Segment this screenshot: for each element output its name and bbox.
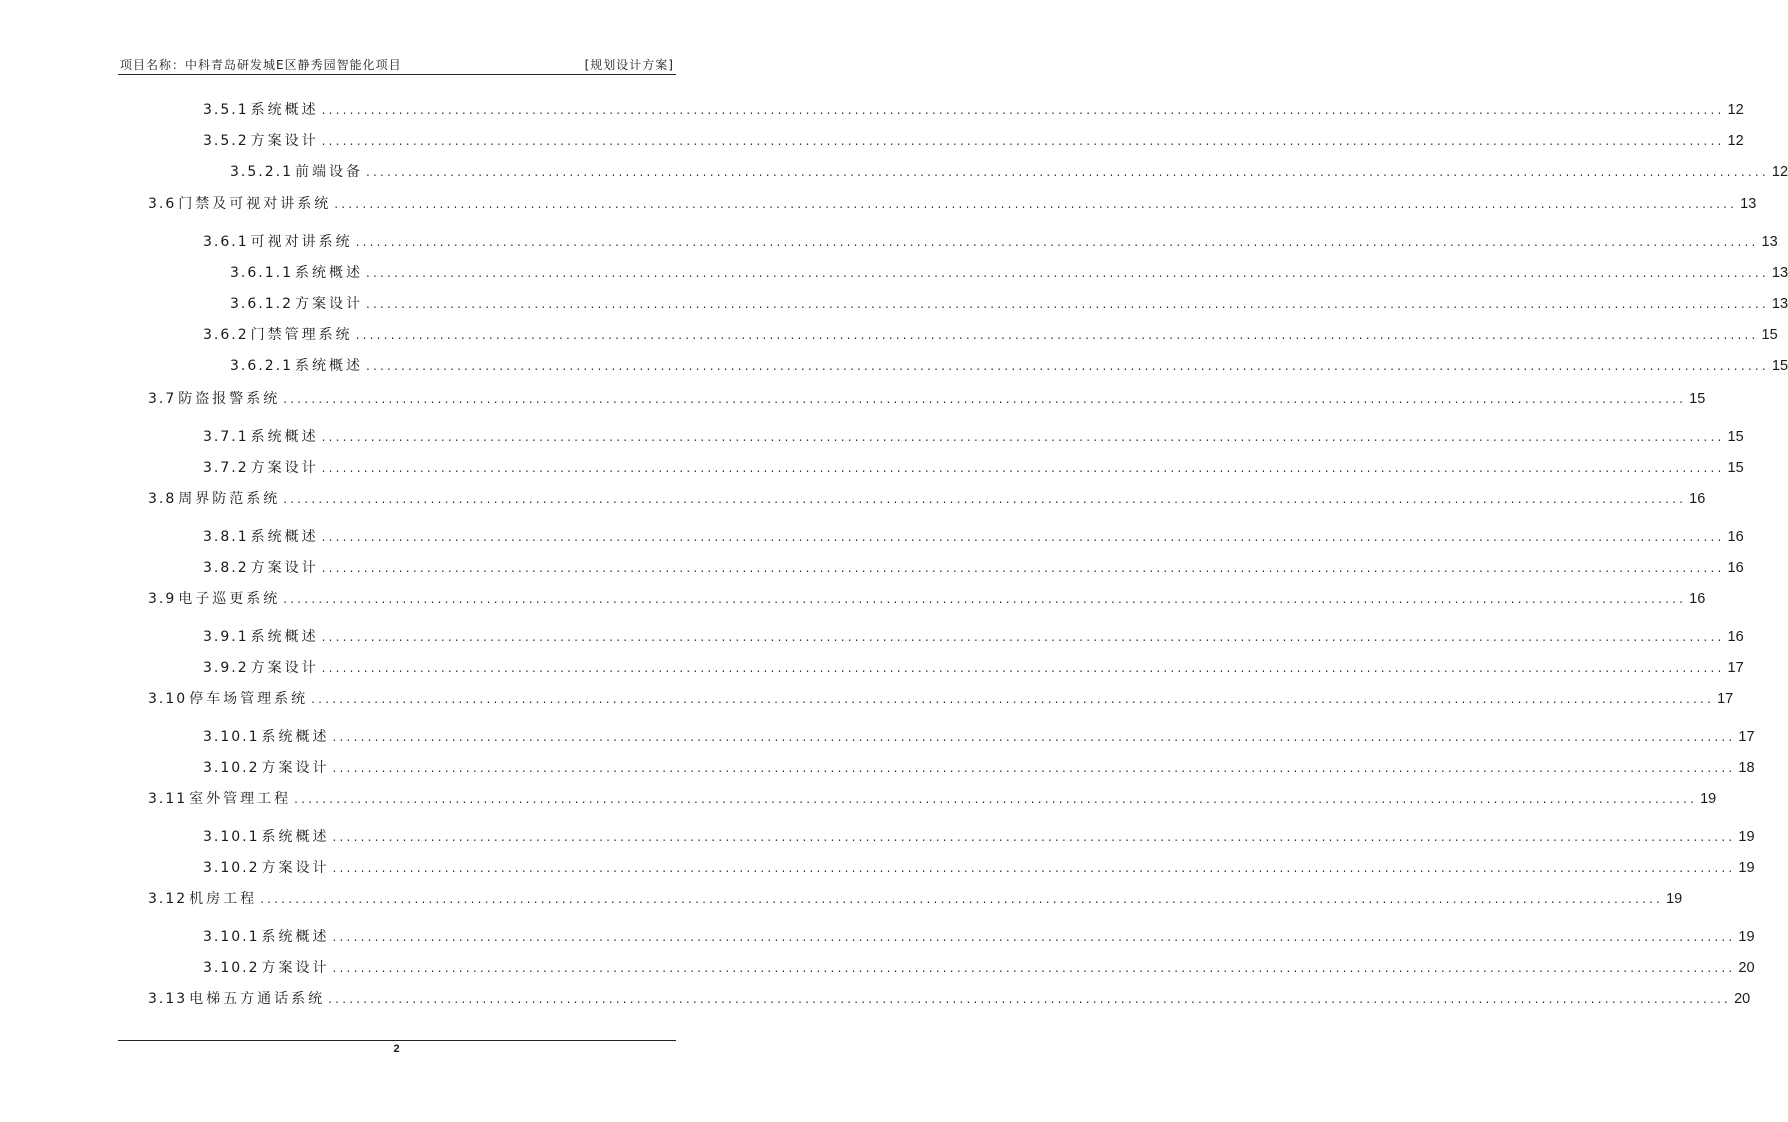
toc-entry-title: 电梯五方通话系统: [189, 991, 326, 1007]
toc-entry-number: 3.10.1: [203, 929, 260, 945]
toc-entry-page: 17: [1727, 660, 1744, 676]
toc-entry-number: 3.6.1.1: [230, 265, 293, 281]
toc-entry[interactable]: [203, 325, 1778, 345]
dot-leader: ........................................................................................................................................................................................................: [283, 392, 1687, 406]
toc-entry-title: 机房工程: [189, 891, 258, 907]
toc-entry-page: 20: [1734, 991, 1751, 1007]
dot-leader: ........................................................................................................................................................................................................: [283, 492, 1687, 506]
toc-entry-page: 17: [1717, 691, 1734, 707]
project-name: 项目名称：中科青岛研发城E区静秀园智能化项目: [120, 58, 402, 72]
dot-leader: ........................................................................................................................................................................................................: [321, 630, 1725, 644]
dot-leader: ........................................................................................................................................................................................................: [355, 328, 1759, 342]
dot-leader: ........................................................................................................................................................................................................: [294, 792, 1698, 806]
toc-entry-page: 16: [1727, 560, 1744, 576]
toc-entry-number: 3.9.1: [203, 629, 249, 645]
toc-entry-number: 3.13: [148, 991, 188, 1007]
toc-entry-page: 19: [1700, 791, 1717, 807]
toc-entry-title: 系统概述: [261, 729, 330, 745]
dot-leader: ........................................................................................................................................................................................................: [365, 165, 1769, 179]
dot-leader: ........................................................................................................................................................................................................: [332, 730, 1736, 744]
toc-entry[interactable]: [148, 389, 1706, 409]
dot-leader: ........................................................................................................................................................................................................: [332, 961, 1736, 975]
toc-entry-page: 15: [1771, 358, 1788, 374]
toc-entry-number: 3.8: [148, 491, 177, 507]
toc-entry[interactable]: [203, 827, 1755, 847]
dot-leader: ........................................................................................................................................................................................................: [260, 892, 1664, 906]
dot-leader: ........................................................................................................................................................................................................: [332, 930, 1736, 944]
document-type: [规划设计方案]: [584, 58, 674, 72]
toc-entry[interactable]: [203, 458, 1744, 478]
toc-entry[interactable]: [203, 100, 1744, 120]
page-number: 2: [393, 1043, 400, 1055]
dot-leader: ........................................................................................................................................................................................................: [321, 430, 1725, 444]
toc-entry-title: 门禁管理系统: [250, 327, 353, 343]
toc-entry[interactable]: [148, 589, 1706, 609]
dot-leader: ........................................................................................................................................................................................................: [332, 861, 1736, 875]
toc-entry-title: 方案设计: [261, 960, 330, 976]
toc-entry-page: 19: [1738, 829, 1755, 845]
toc-entry-page: 12: [1727, 102, 1744, 118]
toc-entry[interactable]: [230, 162, 1788, 182]
toc-entry-page: 18: [1738, 760, 1755, 776]
toc-entry-number: 3.8.2: [203, 560, 249, 576]
toc-entry[interactable]: [203, 758, 1755, 778]
dot-leader: ........................................................................................................................................................................................................: [283, 592, 1687, 606]
toc-entry-title: 方案设计: [261, 860, 330, 876]
toc-entry-page: 12: [1727, 133, 1744, 149]
toc-entry-number: 3.8.1: [203, 529, 249, 545]
toc-entry-page: 15: [1689, 391, 1706, 407]
toc-entry-page: 13: [1740, 196, 1757, 212]
toc-entry[interactable]: [230, 263, 1788, 283]
toc-entry-title: 方案设计: [250, 660, 319, 676]
toc-entry-title: 防盗报警系统: [178, 391, 281, 407]
toc-entry-title: 系统概述: [294, 265, 363, 281]
dot-leader: ........................................................................................................................................................................................................: [365, 359, 1769, 373]
toc-entry-number: 3.6.1: [203, 234, 249, 250]
toc-entry[interactable]: [203, 131, 1744, 151]
toc-entry-number: 3.5.2.1: [230, 164, 293, 180]
toc-entry-number: 3.12: [148, 891, 188, 907]
dot-leader: ........................................................................................................................................................................................................: [332, 830, 1736, 844]
toc-entry-number: 3.10.1: [203, 829, 260, 845]
toc-entry-title: 周界防范系统: [178, 491, 281, 507]
toc-entry[interactable]: [203, 627, 1744, 647]
toc-entry[interactable]: [203, 232, 1778, 252]
toc-entry[interactable]: [148, 989, 1751, 1009]
toc-entry[interactable]: [203, 658, 1744, 678]
toc-entry-number: 3.10.1: [203, 729, 260, 745]
toc-entry-page: 17: [1738, 729, 1755, 745]
toc-entry-number: 3.7.1: [203, 429, 249, 445]
dot-leader: ........................................................................................................................................................................................................: [365, 297, 1769, 311]
toc-entry-number: 3.6.2.1: [230, 358, 293, 374]
toc-entry-number: 3.9: [148, 591, 177, 607]
dot-leader: ........................................................................................................................................................................................................: [332, 761, 1736, 775]
toc-entry-number: 3.9.2: [203, 660, 249, 676]
toc-entry[interactable]: [148, 789, 1717, 809]
toc-entry[interactable]: [203, 527, 1744, 547]
toc-entry-page: 13: [1761, 234, 1778, 250]
toc-entry-number: 3.10.2: [203, 960, 260, 976]
toc-entry-page: 15: [1727, 429, 1744, 445]
toc-entry[interactable]: [203, 958, 1755, 978]
toc-entry-title: 停车场管理系统: [189, 691, 309, 707]
toc-entry-page: 19: [1738, 860, 1755, 876]
toc-entry-page: 13: [1771, 265, 1788, 281]
toc-entry-page: 19: [1666, 891, 1683, 907]
dot-leader: ........................................................................................................................................................................................................: [328, 992, 1732, 1006]
toc-entry[interactable]: [203, 858, 1755, 878]
toc-entry-title: 方案设计: [294, 296, 363, 312]
toc-entry-number: 3.6.2: [203, 327, 249, 343]
toc-entry[interactable]: [203, 427, 1744, 447]
toc-entry-number: 3.10.2: [203, 760, 260, 776]
toc-entry-number: 3.5.1: [203, 102, 249, 118]
toc-entry-page: 20: [1738, 960, 1755, 976]
toc-entry-title: 前端设备: [294, 164, 363, 180]
toc-entry-title: 系统概述: [261, 929, 330, 945]
toc-entry-title: 可视对讲系统: [250, 234, 353, 250]
toc-entry-title: 电子巡更系统: [178, 591, 281, 607]
dot-leader: ........................................................................................................................................................................................................: [321, 561, 1725, 575]
dot-leader: ........................................................................................................................................................................................................: [321, 103, 1725, 117]
toc-entry-title: 系统概述: [261, 829, 330, 845]
toc-entry-page: 15: [1761, 327, 1778, 343]
dot-leader: ........................................................................................................................................................................................................: [365, 266, 1769, 280]
toc-entry-title: 方案设计: [261, 760, 330, 776]
dot-leader: ........................................................................................................................................................................................................: [321, 134, 1725, 148]
toc-entry[interactable]: [148, 194, 1757, 214]
toc-entry[interactable]: [203, 727, 1755, 747]
dot-leader: ........................................................................................................................................................................................................: [355, 235, 1759, 249]
toc-entry-title: 系统概述: [250, 102, 319, 118]
toc-entry-title: 门禁及可视对讲系统: [178, 196, 332, 212]
toc-entry-number: 3.6: [148, 196, 177, 212]
toc-entry-page: 16: [1727, 629, 1744, 645]
toc-entry-page: 13: [1771, 296, 1788, 312]
footer-divider: [118, 1040, 676, 1041]
toc-entry-page: 19: [1738, 929, 1755, 945]
toc-entry[interactable]: [230, 294, 1788, 314]
toc-entry-title: 方案设计: [250, 560, 319, 576]
toc-entry-number: 3.6.1.2: [230, 296, 293, 312]
toc-entry-number: 3.10: [148, 691, 188, 707]
dot-leader: ........................................................................................................................................................................................................: [334, 197, 1738, 211]
toc-entry[interactable]: [230, 356, 1788, 376]
toc-entry-number: 3.11: [148, 791, 188, 807]
toc-entry-title: 室外管理工程: [189, 791, 292, 807]
toc-entry-title: 系统概述: [250, 429, 319, 445]
toc-entry-title: 方案设计: [250, 133, 319, 149]
toc-entry-number: 3.5.2: [203, 133, 249, 149]
toc-entry-page: 15: [1727, 460, 1744, 476]
toc-entry-number: 3.10.2: [203, 860, 260, 876]
toc-entry-page: 16: [1689, 491, 1706, 507]
toc-entry-number: 3.7.2: [203, 460, 249, 476]
toc-entry-page: 16: [1689, 591, 1706, 607]
toc-entry-title: 系统概述: [250, 529, 319, 545]
toc-entry[interactable]: [203, 927, 1755, 947]
toc-entry[interactable]: [148, 689, 1734, 709]
dot-leader: ........................................................................................................................................................................................................: [321, 661, 1725, 675]
toc-entry[interactable]: [203, 558, 1744, 578]
dot-leader: ........................................................................................................................................................................................................: [321, 461, 1725, 475]
toc-entry-title: 系统概述: [250, 629, 319, 645]
toc-entry-page: 16: [1727, 529, 1744, 545]
toc-entry-title: 系统概述: [294, 358, 363, 374]
toc-entry-number: 3.7: [148, 391, 177, 407]
toc-entry[interactable]: [148, 489, 1706, 509]
toc-entry[interactable]: [148, 889, 1683, 909]
dot-leader: ........................................................................................................................................................................................................: [321, 530, 1725, 544]
toc-entry-page: 12: [1771, 164, 1788, 180]
dot-leader: ........................................................................................................................................................................................................: [311, 692, 1715, 706]
toc-entry-title: 方案设计: [250, 460, 319, 476]
